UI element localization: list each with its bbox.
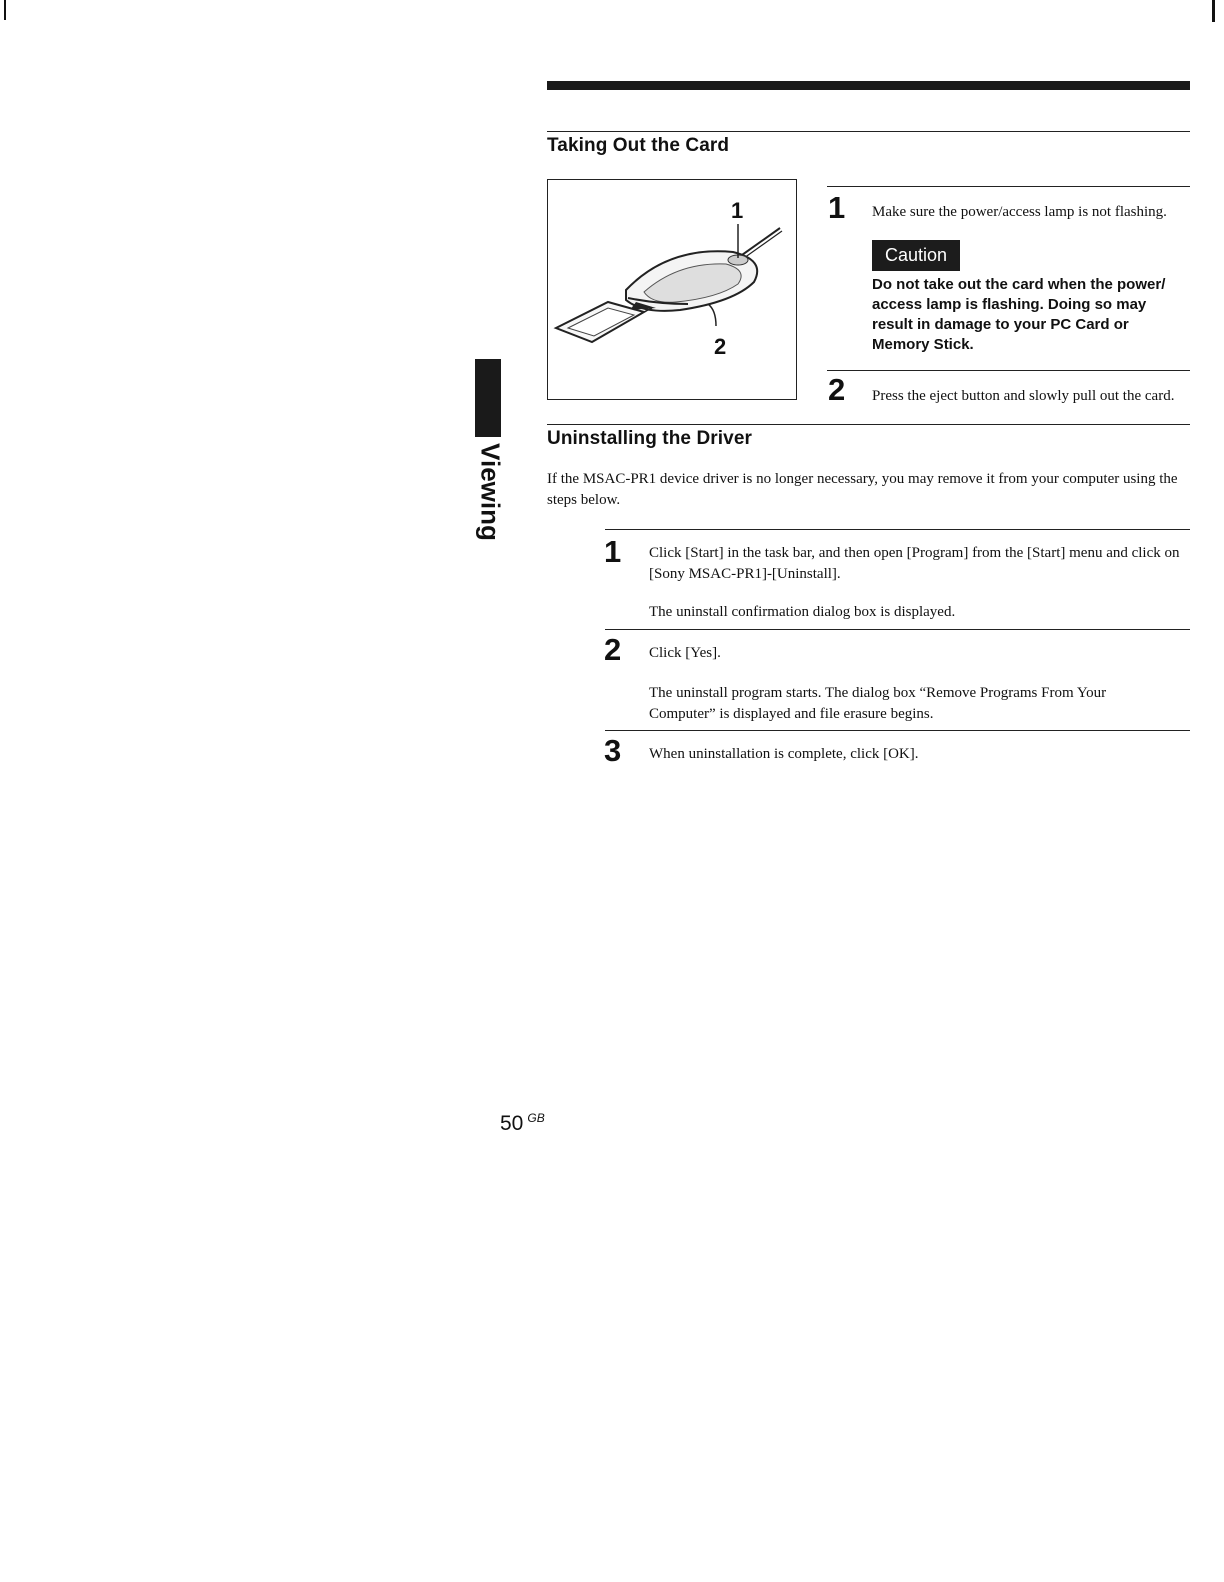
s1-step2-text: Press the eject button and slowly pull out the card. [872,388,1175,404]
s2-step1-number: 1 [604,534,622,569]
s2-step3-rule [605,730,1190,731]
s1-step1-text: Make sure the power/access lamp is not flashing. [872,204,1167,220]
s2-step2-text: Click [Yes]. [649,645,721,661]
s2-step2-number: 2 [604,632,622,667]
s2-step3-text: When uninstallation is complete, click [OK]. [649,746,919,762]
caution-text: Do not take out the card when the power/ access lamp is flashing. Doing so may result in damage to your PC Card or Memory Stick. [872,276,1166,353]
figure-callout-1: 1 [731,198,744,223]
page-number-value: 50 [500,1112,524,1135]
header-bar [547,81,1190,90]
page-number [500,1111,545,1136]
page-number-suffix: GB [527,1111,545,1125]
card-reader-illustration [548,180,795,398]
section1-rule [547,131,1190,132]
section2-intro: If the MSAC-PR1 device driver is no longer necessary, you may remove it from your computer using the steps below. [547,471,1178,508]
s1-step1-rule [827,186,1190,187]
s2-step2-note: The uninstall program starts. The dialog box “Remove Programs From Your Computer” is displayed and file erasure begins. [649,685,1107,722]
card-reader-figure [547,179,797,400]
s1-step2-rule [827,370,1190,371]
section1-title: Taking Out the Card [547,135,730,156]
s1-step2-number: 2 [828,372,846,407]
side-tab-label: Viewing [475,443,506,541]
s2-step2-rule [605,629,1190,630]
section2-title: Uninstalling the Driver [547,428,753,449]
figure-callout-2: 2 [714,334,727,359]
side-tab-marker [475,359,501,437]
scan-edge-mark-right [1212,0,1215,22]
caution-badge: Caution [872,240,960,271]
s2-step1-text: Click [Start] in the task bar, and then open [Program] from the [Start] menu and click on [Sony MSAC-PR1]-[Uninstall]. [649,545,1180,582]
section2-rule [547,424,1190,425]
s2-step1-note: The uninstall confirmation dialog box is displayed. [649,604,956,620]
s2-step1-rule [605,529,1190,530]
s2-step3-number: 3 [604,733,622,768]
s1-step1-number: 1 [828,190,846,225]
scan-edge-mark-left [4,0,6,20]
